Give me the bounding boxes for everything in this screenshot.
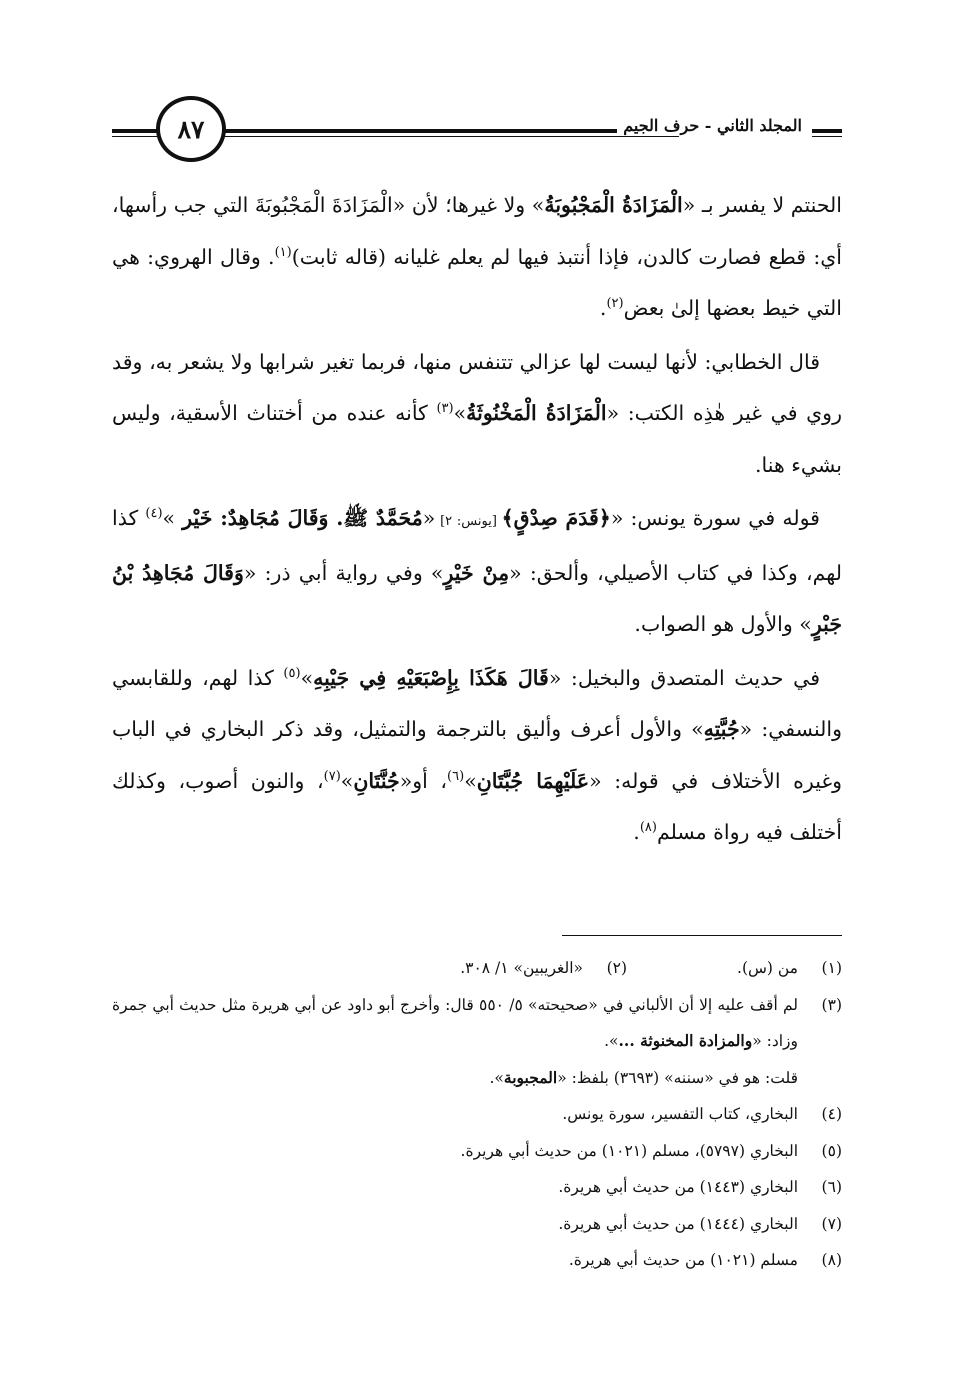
footnote-7: [112, 1206, 842, 1243]
text: » وفي رواية أبي ذر: «: [243, 560, 444, 585]
footnote-number: (٨): [821, 1251, 842, 1269]
text: الحنتم لا يفسر بـ «: [682, 193, 842, 217]
text: » والأول أعرف وأليق بالترجمة والتمثيل، وقد ذكر البخاري في الباب وغيره الأختلاف في قوله: «: [112, 717, 843, 793]
text: »: [300, 665, 314, 690]
text: » ولا غيرها؛ لأن «الْمَزَادَةَ الْمَجْبُوبَةَ التي جب رأسها، أي: قطع فصارت كالدن، فإذا أنتبذ فيها لم يعلم غليانه (قاله ثابت): [112, 193, 843, 269]
footnote-text: من (س).: [737, 959, 798, 977]
footnote-ref[interactable]: (٤): [145, 506, 163, 522]
footnote-ref[interactable]: (٢): [606, 296, 624, 312]
footnote-1: [737, 950, 842, 987]
quoted-term: وَقَالَ مُجَاهِدُ بْنُ جَبْرٍ: [112, 560, 842, 636]
text: »: [162, 506, 183, 530]
header-rule-left: [112, 129, 160, 133]
footnote-ref[interactable]: (١): [274, 244, 292, 260]
quoted-term: عَلَيْهِمَا جُبَّتَانِ: [476, 768, 590, 793]
footnote-row-1-2: [112, 950, 842, 987]
footnote-ref[interactable]: (٦): [447, 768, 465, 784]
text: . وقال الهروي: هي التي خيط بعضها إلىٰ بعض: [112, 244, 842, 320]
quoted-term: الْمَزَادَةُ الْمَخْنُوثَةُ: [466, 401, 607, 425]
text: »: [453, 401, 467, 425]
paragraph-1: [112, 180, 842, 335]
footnotes: [112, 950, 842, 1279]
quoted-term: مِنْ خَيْرٍ: [443, 560, 510, 585]
footnote-number: (٥): [821, 1141, 842, 1160]
footnote-text: مسلم (١٠٢١) من حديث أبي هريرة.: [568, 1251, 798, 1269]
footnote-text-part: قلت: هو في «سننه» (٣٦٩٣) بلفظ: «: [557, 1068, 798, 1087]
text: كذا لهم، وكذا في كتاب الأصيلي، وألحق: «: [112, 506, 842, 585]
footnote-number: (٣): [821, 995, 842, 1014]
text: ، والنون أصوب، وكذلك أختلف فيه رواة مسلم: [112, 768, 842, 844]
footnote-number: (٢): [606, 959, 628, 977]
footnote-text-part: ».: [489, 1068, 504, 1087]
footnote-5: [112, 1133, 842, 1170]
footnote-text-part: لم أقف عليه إلا أن الألباني في «صحيحته» ٥/ ٥٥٠ قال: وأخرج أبو داود عن أبي هريرة مثل حديث أبي جمرة وزاد: «: [112, 995, 799, 1050]
footnote-3: [112, 987, 842, 1060]
header-rule-middle: [224, 129, 679, 133]
quoted-term: جُبَّتِهِ: [703, 717, 740, 741]
footnote-number: (٦): [821, 1178, 842, 1196]
footnote-3-continued: [112, 1060, 842, 1097]
text: كذا لهم، وللقابسي والنسفي: «: [112, 665, 842, 741]
footnote-text: البخاري (١٤٤٣) من حديث أبي هريرة.: [558, 1178, 798, 1196]
running-title: المجلد الثاني - حرف الجيم: [617, 116, 808, 135]
main-text: [112, 180, 842, 859]
quoted-term: مُحَمَّدٌ ﷺ. وَقَالَ مُجَاهِدٌ: خَيْر: [182, 506, 423, 530]
footnote-text: البخاري، كتاب التفسير، سورة يونس.: [562, 1105, 798, 1123]
page-number: ٨٧: [156, 96, 226, 162]
text: قال الخطابي: لأنها ليست لها عزالي تتنفس منها، فربما تغير شرابها ولا يشعر به، وقد روي في غير هٰذِه الكتب: «: [112, 349, 842, 425]
footnote-ref[interactable]: (٣): [436, 401, 454, 417]
text: ، أو«: [399, 768, 448, 793]
text: «: [422, 506, 436, 530]
footnote-number: (١): [821, 959, 842, 977]
text: »: [340, 768, 354, 793]
footnote-6: [112, 1169, 842, 1206]
paragraph-2: [112, 337, 842, 492]
quran-quote: ﴿قَدَمَ صِدْقٍ﴾: [501, 506, 611, 530]
footnote-text: البخاري (٥٧٩٧)، مسلم (١٠٢١) من حديث أبي هريرة.: [460, 1141, 798, 1160]
paragraph-3: [112, 493, 842, 651]
text: .: [599, 296, 607, 320]
footnote-bold-quote: والمزادة المخنوثة ...: [618, 1031, 753, 1050]
quoted-term: قَالَ هَكَذَا بِإِصْبَعَيْهِ فِي جَيْبِهِ: [313, 665, 549, 690]
paragraph-4: [112, 653, 842, 859]
footnote-text: [112, 987, 798, 1060]
quoted-term: الْمَزَادَةُ الْمَجْبُوبَةُ: [544, 193, 683, 217]
text: في حديث المتصدق والبخيل: «: [548, 665, 820, 690]
footnote-text: البخاري (١٤٤٤) من حديث أبي هريرة.: [558, 1214, 798, 1233]
footnote-bold-quote: المجبوبة: [503, 1067, 558, 1087]
footnote-2: [460, 950, 627, 987]
footnote-text: «الغريبين» ١/ ٣٠٨.: [460, 959, 584, 977]
footnote-number: (٤): [821, 1105, 842, 1123]
footnote-8: [112, 1242, 842, 1279]
footnote-ref[interactable]: (٨): [639, 820, 657, 836]
quoted-term: جُنَّتَانِ: [353, 768, 400, 793]
footnote-ref[interactable]: (٧): [323, 768, 341, 784]
footnote-4: [112, 1096, 842, 1133]
text: » والأول هو الصواب.: [634, 612, 812, 636]
page-header: [112, 96, 842, 166]
footnote-number: (٧): [821, 1214, 842, 1233]
text: قوله في سورة يونس: «: [610, 506, 820, 530]
footnote-ref[interactable]: (٥): [283, 665, 301, 681]
text: »: [464, 768, 477, 793]
verse-reference: [يونس: ٢]: [435, 514, 502, 529]
text: .: [633, 820, 640, 844]
text: كأنه عنده من أختناث الأسقية، وليس بشيء هنا.: [112, 401, 842, 477]
footnote-divider: [562, 935, 842, 936]
header-rule-right: [812, 129, 842, 133]
footnote-text-part: ».: [604, 1032, 619, 1050]
